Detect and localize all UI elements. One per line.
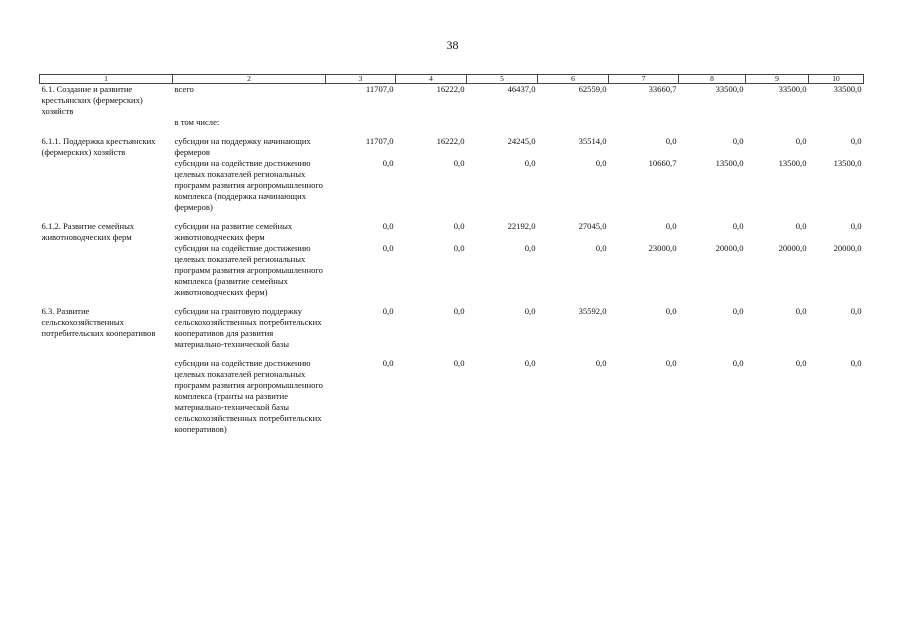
row-description-cell: субсидии на развитие семейных животноводческих ферм — [174, 221, 293, 242]
value-cell: 10660,7 — [648, 158, 677, 168]
column-header: 9 — [746, 75, 809, 84]
value-cell: 0,0 — [453, 243, 465, 253]
value-cell: 0,0 — [732, 358, 744, 368]
spacer-cell — [40, 213, 864, 221]
value-cell: 0,0 — [453, 158, 465, 168]
value-cell: 20000,0 — [715, 243, 744, 253]
value-cell: 35514,0 — [578, 136, 607, 146]
value-cell: 33500,0 — [833, 84, 862, 94]
value-cell — [679, 117, 746, 128]
value-cell: 22192,0 — [507, 221, 536, 231]
value-cell: 33660,7 — [648, 84, 677, 94]
value-cell: 0,0 — [595, 158, 607, 168]
spacer-cell — [40, 350, 864, 358]
value-cell: 20000,0 — [833, 243, 862, 253]
row-name-cell: 6.1.1. Поддержка крестьянских (фермерских) хозяйств — [41, 136, 156, 157]
value-cell: 0,0 — [795, 358, 807, 368]
value-cell — [467, 117, 538, 128]
row-name-cell — [40, 358, 173, 435]
table-row — [40, 358, 864, 435]
row-description-cell: всего — [174, 84, 194, 94]
value-cell: 23000,0 — [648, 243, 677, 253]
value-cell: 0,0 — [795, 306, 807, 316]
value-cell: 33500,0 — [715, 84, 744, 94]
value-cell — [609, 117, 679, 128]
column-header: 3 — [326, 75, 396, 84]
row-description-cell: субсидии на содействие достижению целевых показателей региональных программ развития агропромышленного комплекса (развитие семейных животноводческих ферм) — [174, 243, 323, 297]
value-cell: 0,0 — [850, 221, 862, 231]
value-cell: 0,0 — [850, 136, 862, 146]
column-header: 8 — [679, 75, 746, 84]
value-cell: 0,0 — [665, 136, 677, 146]
row-spacer — [40, 298, 864, 306]
column-header: 5 — [467, 75, 538, 84]
value-cell: 11707,0 — [365, 136, 394, 146]
row-description-cell: субсидии на грантовую поддержку сельскохозяйственных потребительских кооперативов для развития материально-технической базы — [174, 306, 322, 349]
value-cell: 13500,0 — [715, 158, 744, 168]
value-cell: 0,0 — [453, 358, 465, 368]
row-description-cell: в том числе: — [174, 117, 220, 127]
value-cell: 0,0 — [732, 306, 744, 316]
value-cell: 0,0 — [795, 221, 807, 231]
value-cell: 13500,0 — [833, 158, 862, 168]
value-cell: 0,0 — [453, 306, 465, 316]
value-cell: 35592,0 — [578, 306, 607, 316]
value-cell: 0,0 — [595, 358, 607, 368]
value-cell: 0,0 — [665, 306, 677, 316]
column-header: 2 — [173, 75, 326, 84]
value-cell: 0,0 — [382, 158, 394, 168]
value-cell: 0,0 — [453, 221, 465, 231]
value-cell: 0,0 — [850, 358, 862, 368]
value-cell — [538, 117, 609, 128]
table-row — [40, 158, 864, 213]
value-cell: 0,0 — [732, 221, 744, 231]
value-cell: 0,0 — [524, 306, 536, 316]
value-cell: 20000,0 — [778, 243, 807, 253]
value-cell: 0,0 — [524, 358, 536, 368]
value-cell: 0,0 — [382, 306, 394, 316]
row-description-cell: субсидии на содействие достижению целевых показателей региональных программ развития агропромышленного комплекса (гранты на развитие материально-технической базы сельскохозяйственных потребительских кооперативов) — [174, 358, 323, 434]
value-cell: 0,0 — [382, 243, 394, 253]
row-name-cell: 6.3. Развитие сельскохозяйственных потребительских кооперативов — [41, 306, 156, 338]
value-cell: 0,0 — [732, 136, 744, 146]
value-cell — [326, 117, 396, 128]
value-cell: 0,0 — [850, 306, 862, 316]
row-description-cell: субсидии на содействие достижению целевых показателей региональных программ развития агропромышленного комплекса (поддержка начинающих фермеров) — [174, 158, 323, 212]
value-cell: 0,0 — [524, 158, 536, 168]
spacer-cell — [40, 298, 864, 306]
value-cell: 11707,0 — [365, 84, 394, 94]
value-cell: 0,0 — [382, 221, 394, 231]
table-row — [40, 117, 864, 128]
table-row — [40, 221, 864, 243]
value-cell: 33500,0 — [778, 84, 807, 94]
budget-table — [39, 74, 864, 435]
table-row — [40, 306, 864, 350]
table-row — [40, 84, 864, 118]
row-spacer — [40, 128, 864, 136]
value-cell: 0,0 — [795, 136, 807, 146]
row-description-cell: субсидии на поддержку начинающих фермеров — [174, 136, 311, 157]
column-header: 7 — [609, 75, 679, 84]
value-cell: 0,0 — [524, 243, 536, 253]
row-name-cell — [40, 158, 173, 213]
value-cell: 0,0 — [665, 221, 677, 231]
table-row — [40, 243, 864, 298]
value-cell: 24245,0 — [507, 136, 536, 146]
row-name-cell — [40, 117, 173, 128]
value-cell: 16222,0 — [436, 136, 465, 146]
column-header: 1 — [40, 75, 173, 84]
row-name-cell: 6.1. Создание и развитие крестьянских (фермерских) хозяйств — [41, 84, 143, 116]
value-cell: 46437,0 — [507, 84, 536, 94]
row-name-cell: 6.1.2. Развитие семейных животноводческих ферм — [41, 221, 135, 242]
value-cell: 0,0 — [382, 358, 394, 368]
column-header: 10 — [809, 75, 864, 84]
value-cell: 0,0 — [595, 243, 607, 253]
value-cell: 62559,0 — [578, 84, 607, 94]
value-cell: 13500,0 — [778, 158, 807, 168]
table-body — [40, 84, 864, 436]
spacer-cell — [40, 128, 864, 136]
row-spacer — [40, 350, 864, 358]
value-cell — [809, 117, 864, 128]
value-cell: 0,0 — [665, 358, 677, 368]
row-name-cell — [40, 243, 173, 298]
row-spacer — [40, 213, 864, 221]
value-cell — [396, 117, 467, 128]
header-row — [40, 75, 864, 84]
column-header: 4 — [396, 75, 467, 84]
page-number: 38 — [446, 38, 459, 52]
column-header: 6 — [538, 75, 609, 84]
value-cell: 16222,0 — [436, 84, 465, 94]
table-row — [40, 136, 864, 158]
value-cell — [746, 117, 809, 128]
value-cell: 27045,0 — [578, 221, 607, 231]
